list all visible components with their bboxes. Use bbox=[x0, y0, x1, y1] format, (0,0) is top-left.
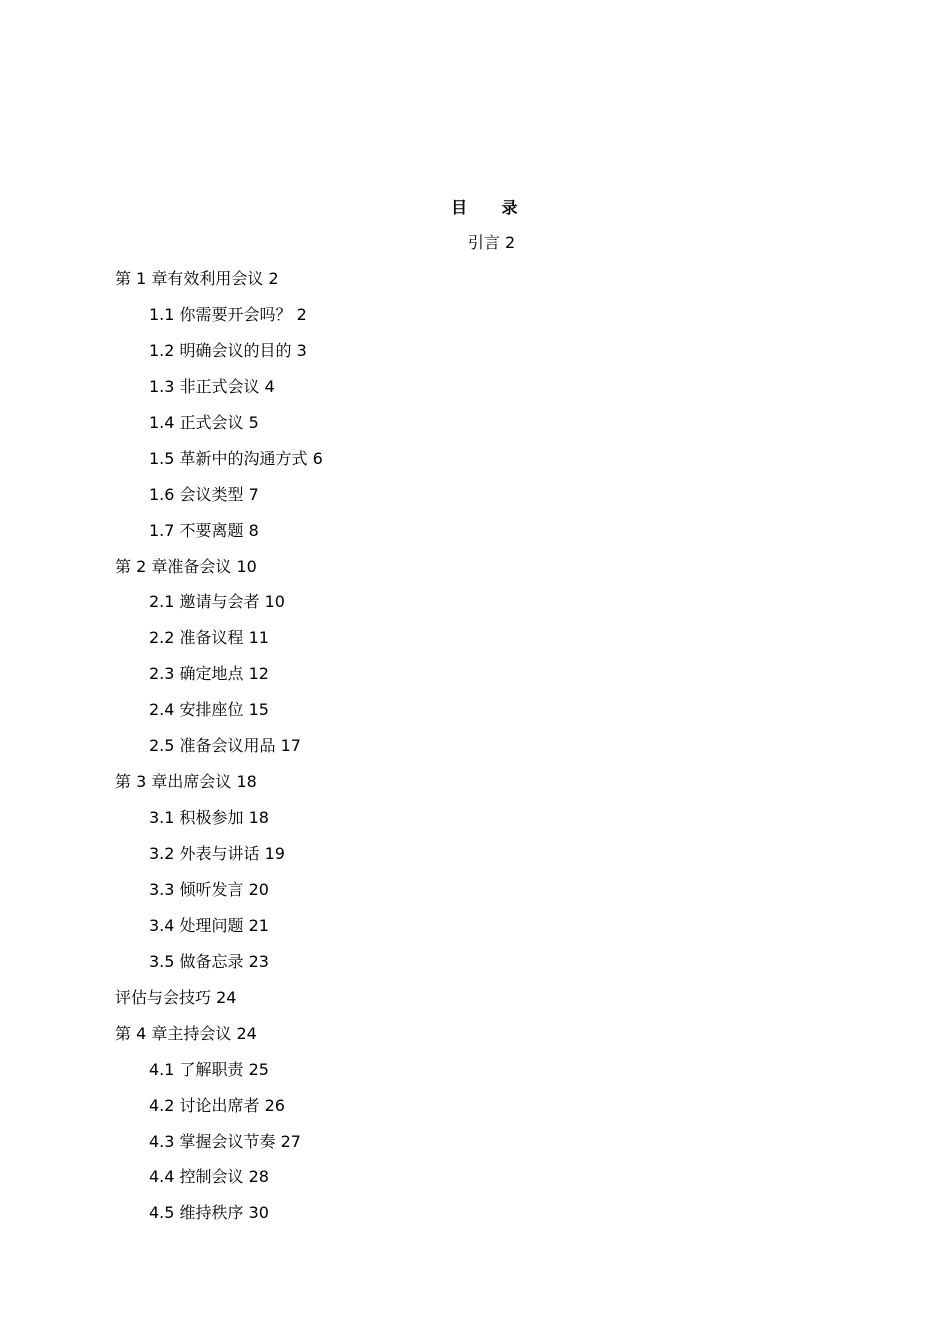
toc-section-entry: 3.1 积极参加 18 bbox=[149, 808, 269, 828]
toc-section-entry: 1.7 不要离题 8 bbox=[149, 520, 259, 540]
toc-section-entry: 3.2 外表与讲话 19 bbox=[149, 844, 285, 863]
toc-list bbox=[115, 267, 323, 1237]
toc-section-entry: 4.3 掌握会议节奏 27 bbox=[149, 1131, 301, 1151]
toc-section-entry: 3.3 倾听发言 20 bbox=[149, 879, 269, 899]
toc-section-entry: 1.4 正式会议 5 bbox=[149, 412, 259, 432]
toc-chapter-entry: 第 2 章准备会议 10 bbox=[115, 556, 257, 576]
toc-section-entry: 4.1 了解职责 25 bbox=[149, 1059, 269, 1079]
toc-chapter-entry: 评估与会技巧 24 bbox=[115, 987, 237, 1007]
toc-section-entry: 3.4 处理问题 21 bbox=[149, 915, 269, 935]
toc-intro-entry: 引言 2 bbox=[467, 233, 516, 252]
toc-section-entry: 2.5 准备会议用品 17 bbox=[149, 736, 301, 756]
toc-chapter-entry: 第 4 章主持会议 24 bbox=[115, 1023, 257, 1043]
toc-section-entry: 2.1 邀请与会者 10 bbox=[149, 592, 285, 612]
toc-section-entry: 3.5 做备忘录 23 bbox=[149, 951, 269, 971]
toc-section-entry: 1.5 革新中的沟通方式 6 bbox=[149, 448, 323, 468]
toc-chapter-entry: 第 3 章出席会议 18 bbox=[115, 772, 257, 792]
toc-section-entry: 1.1 你需要开会吗？ 2 bbox=[149, 304, 307, 324]
toc-section-entry: 1.3 非正式会议 4 bbox=[149, 376, 275, 396]
toc-section-entry: 2.3 确定地点 12 bbox=[149, 664, 269, 684]
toc-section-entry: 2.2 准备议程 11 bbox=[149, 628, 269, 648]
toc-section-entry: 2.4 安排座位 15 bbox=[149, 700, 269, 720]
toc-section-entry: 4.5 维持秩序 30 bbox=[149, 1203, 269, 1223]
toc-chapter-entry: 第 1 章有效利用会议 2 bbox=[115, 269, 279, 288]
toc-section-entry: 1.2 明确会议的目的 3 bbox=[149, 340, 307, 360]
toc-section-entry: 4.4 控制会议 28 bbox=[149, 1167, 269, 1187]
toc-section-entry: 4.2 讨论出席者 26 bbox=[149, 1095, 285, 1115]
toc-section-entry: 1.6 会议类型 7 bbox=[149, 484, 259, 504]
toc-title: 目 录 bbox=[451, 198, 532, 217]
